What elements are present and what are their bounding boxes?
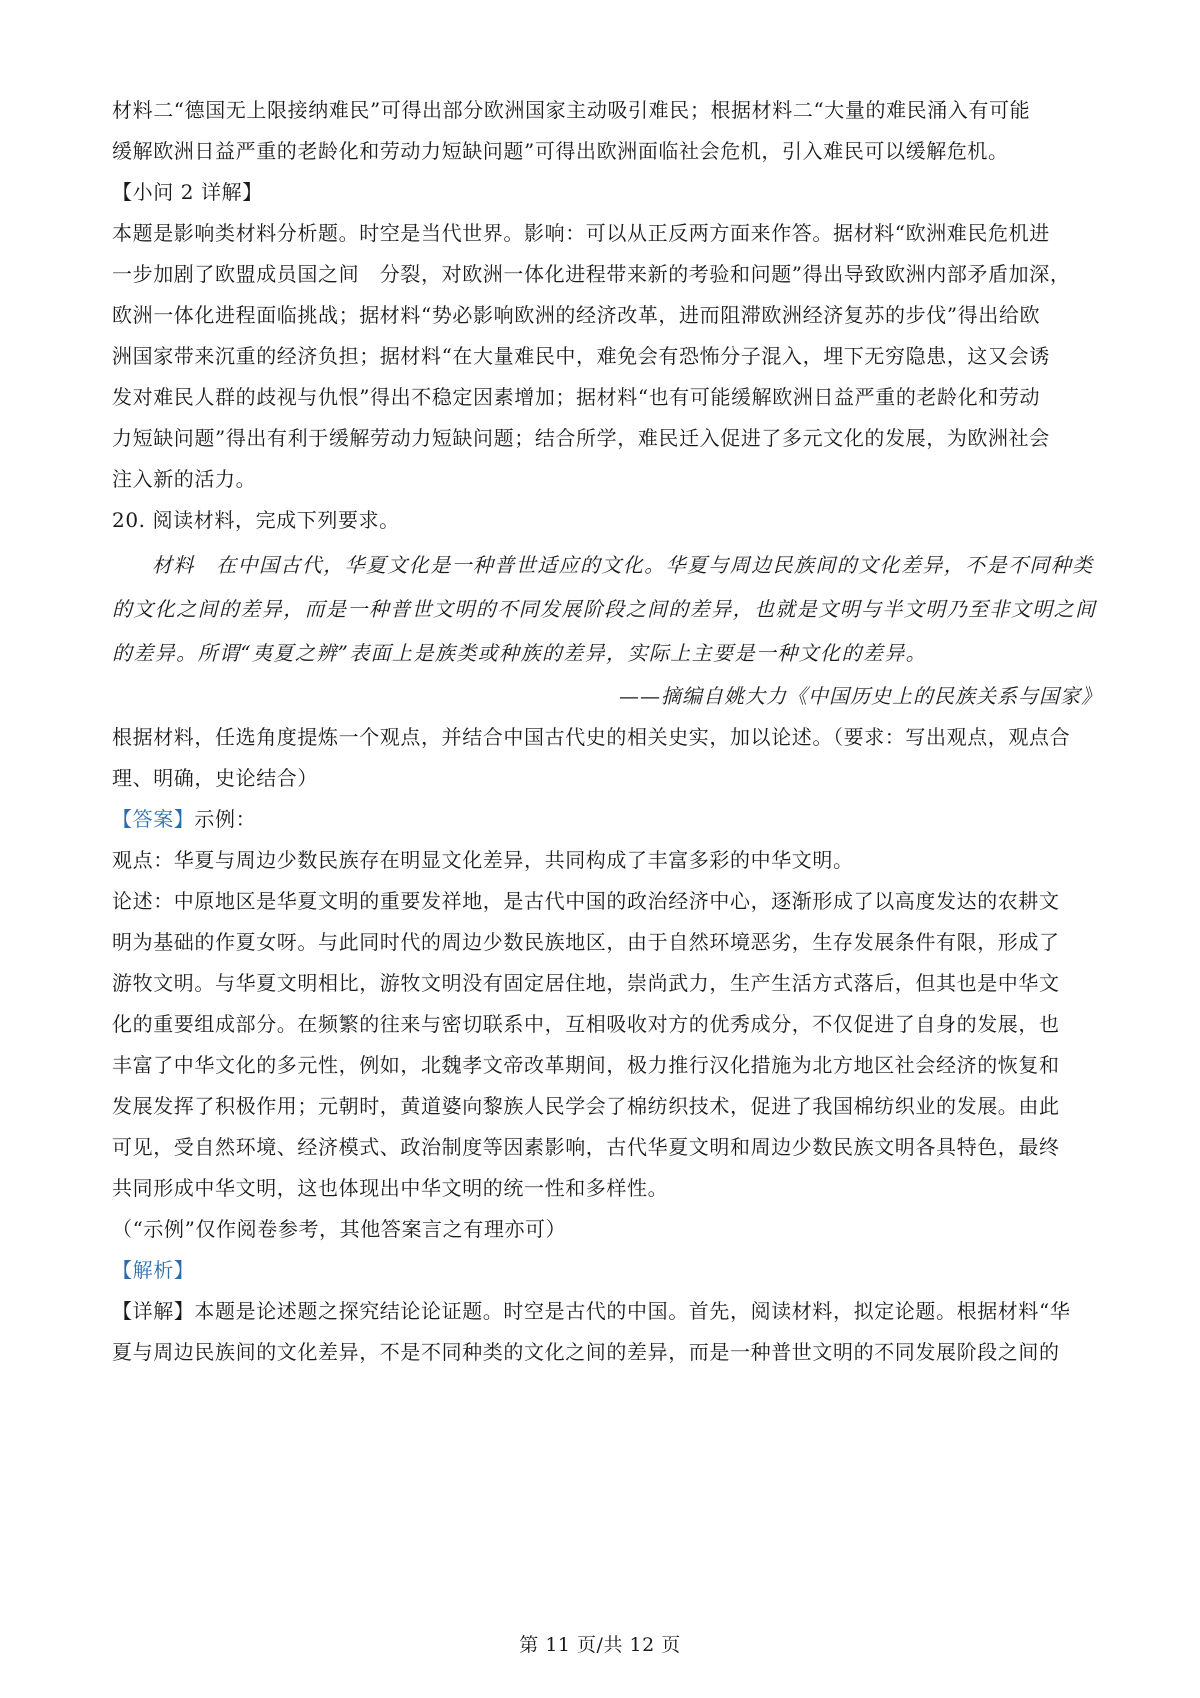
text-line: 论述：中原地区是华夏文明的重要发祥地，是古代中国的政治经济中心，逐渐形成了以高度发达的农耕文 [112, 889, 1060, 913]
analysis-tag: 【解析】 [112, 1258, 195, 1282]
text-line: 观点：华夏与周边少数民族存在明显文化差异，共同构成了丰富多彩的中华文明。 [112, 848, 854, 872]
text-line [112, 1291, 1102, 1332]
analysis-heading [112, 1250, 1102, 1291]
material-line: 材料 在中国古代，华夏文化是一种普世适应的文化。华夏与周边民族间的文化差异，不是不同种类 [152, 553, 1094, 577]
subquestion-2-explanation [112, 213, 1102, 500]
material-source: ——摘编自姚大力《中国历史上的民族关系与国家》 [619, 684, 1102, 708]
answer-argument [112, 881, 1102, 1209]
answer-note [112, 1209, 1102, 1250]
material2-analysis-paragraph [112, 90, 1102, 172]
text-line: 发对难民人群的歧视与仇恨”得出不稳定因素增加；据材料“也有可能缓解欧洲日益严重的老龄化和劳动 [112, 385, 1041, 409]
answer-label: 示例： [194, 807, 257, 831]
text-line: 根据材料，任选角度提炼一个观点，并结合中国古代史的相关史实，加以论述。（要求：写出观点，观点合 [112, 725, 1071, 749]
text-line: 洲国家带来沉重的经济负担；据材料“在大量难民中，难免会有恐怖分子混入，埋下无穷隐患，这又会诱 [112, 344, 1050, 368]
text-line: 明为基础的作夏女呀。与此同时代的周边少数民族地区，由于自然环境恶劣，生存发展条件有限，形成了 [112, 930, 1060, 954]
text-line: 力短缺问题”得出有利于缓解劳动力短缺问题；结合所学，难民迁入促进了多元文化的发展，为欧洲社会 [112, 426, 1050, 450]
text-line: 欧洲一体化进程面临挑战；据材料“势必影响欧洲的经济改革，进而阻滞欧洲经济复苏的步伐”得出给欧 [112, 303, 1041, 327]
question-20-heading: 20. 阅读材料，完成下列要求。 [112, 508, 400, 532]
answer-viewpoint [112, 840, 1102, 881]
text-line: 丰富了中华文化的多元性，例如，北魏孝文帝改革期间，极力推行汉化措施为北方地区社会经济的恢复和 [112, 1053, 1060, 1077]
text-line: 夏与周边民族间的文化差异，不是不同种类的文化之间的差异，而是一种普世文明的不同发展阶段之间的 [112, 1340, 1060, 1364]
text-line: 一步加剧了欧盟成员国之间 分裂，对欧洲一体化进程带来新的考验和问题”得出导致欧洲内部矛盾加深， [112, 262, 1071, 286]
detail-first-line: 本题是论述题之探究结论论证题。时空是古代的中国。首先，阅读材料，拟定论题。根据材料“华 [194, 1299, 1071, 1323]
text-line: 本题是影响类材料分析题。时空是当代世界。影响：可以从正反两方面来作答。据材料“欧洲难民危机进 [112, 221, 1050, 245]
question-20-requirement [112, 717, 1102, 799]
text-line: （“示例”仅作阅卷参考，其他答案言之有理亦可） [112, 1217, 567, 1241]
text-line: 可见，受自然环境、经济模式、政治制度等因素影响，古代华夏文明和周边少数民族文明各具特色，最终 [112, 1135, 1060, 1159]
text-line: 理、明确，史论结合） [112, 766, 318, 790]
answer-heading [112, 799, 1102, 840]
answer-tag: 【答案】 [112, 807, 195, 831]
text-line: 化的重要组成部分。在频繁的往来与密切联系中，互相吸收对方的优秀成分，不仅促进了自身的发展，也 [112, 1012, 1060, 1036]
text-line: 缓解欧洲日益严重的老龄化和劳动力短缺问题”可得出欧洲面临社会危机，引入难民可以缓解危机。 [112, 139, 1009, 163]
question-20-material [112, 543, 1102, 675]
detail-tag: 【详解】 [112, 1299, 195, 1323]
detail-paragraph [112, 1291, 1102, 1373]
text-line: 注入新的活力。 [112, 467, 257, 491]
material-line: 的文化之间的差异，而是一种普世文明的不同发展阶段之间的差异，也就是文明与半文明乃至非文明之间 [112, 597, 1097, 621]
text-line: 发展发挥了积极作用；元朝时，黄道婆向黎族人民学会了棉纺织技术，促进了我国棉纺织业的发展。由此 [112, 1094, 1060, 1118]
text-line: 游牧文明。与华夏文明相比，游牧文明没有固定居住地，崇尚武力，生产生活方式落后，但其也是中华文 [112, 971, 1060, 995]
text-line: 材料二“德国无上限接纳难民”可得出部分欧洲国家主动吸引难民；根据材料二“大量的难民涌入有可能 [112, 98, 1031, 122]
subquestion-2-heading: 【小问 2 详解】 [112, 180, 263, 204]
material-line: 的差异。所谓“夷夏之辨”表面上是族类或种族的差异，实际上主要是一种文化的差异。 [112, 641, 928, 665]
page-content [112, 90, 1102, 1373]
text-line: 共同形成中华文明，这也体现出中华文明的统一性和多样性。 [112, 1176, 669, 1200]
page-footer: 第 11 页/共 12 页 [519, 1634, 681, 1656]
